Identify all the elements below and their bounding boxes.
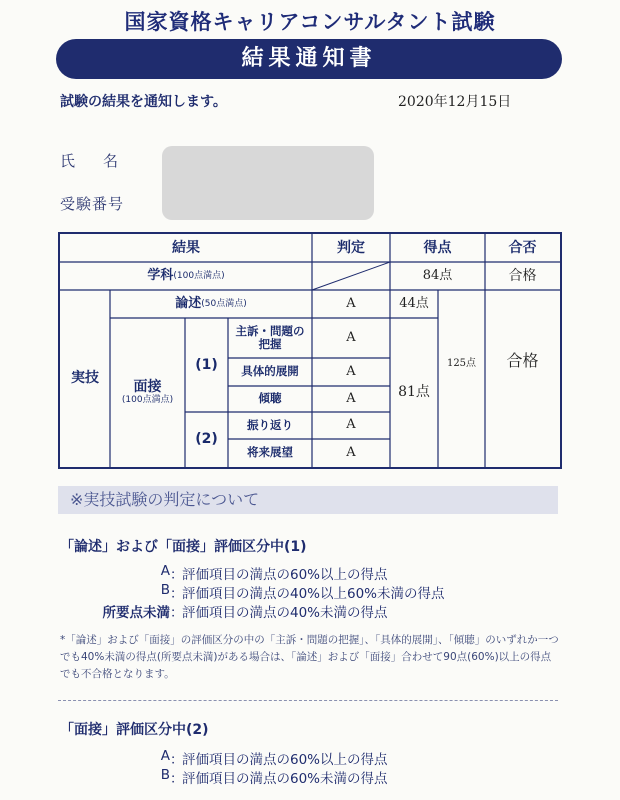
ronjutsu-score: 44点: [399, 295, 429, 311]
footnote: *「論述」および「面接」の評価区分の中の「主訴・問題の把握」、「具体的展開」、「傾聴」のいずれか一つでも40%未満の得点(所要点未満)がある場合は、「論述」および「面接」合わせて90点(60%)以上の得点でも不合格となります。: [60, 634, 559, 680]
ronjutsu-label-cell: [110, 290, 312, 318]
item-keicho-grade: A: [346, 390, 356, 406]
colon: ：: [170, 771, 184, 787]
section1-title: 「論述」および「面接」評価区分中(1): [60, 539, 307, 555]
mensetsu-label: 面接: [133, 379, 162, 396]
redacted-personal-info: [162, 146, 374, 220]
gakka-pass-fail: 合格: [508, 267, 537, 284]
colon: ：: [170, 567, 184, 583]
mensetsu-score: 81点: [398, 384, 430, 401]
section2-key-a: A: [160, 748, 170, 764]
gakka-score: 84点: [422, 267, 453, 283]
mensetsu-group-2: (2): [195, 431, 218, 448]
mensetsu-label-cell: [110, 318, 185, 467]
issue-date: 2020年12月15日: [398, 94, 512, 110]
section2-desc-a: 評価項目の満点の60%以上の得点: [182, 752, 388, 768]
mensetsu-group-1: (1): [195, 356, 218, 373]
ronjutsu-note: (50点満点): [201, 298, 247, 309]
item-gutaiteki-label: 具体的展開: [241, 364, 299, 379]
header-judgment: 判定: [337, 239, 365, 256]
section1-desc-b: 評価項目の満点の40%以上60%未満の得点: [182, 586, 445, 602]
item-shuso-grade: A: [346, 329, 356, 345]
header-result: 結果: [172, 239, 200, 256]
jitsugi-total: 125点: [446, 358, 477, 369]
section1-key-below: 所要点未満: [102, 605, 170, 621]
judgment-note-heading: ※実技試験の判定について: [58, 486, 558, 514]
mensetsu-note: (100点満点): [121, 395, 174, 406]
document-banner: 結果通知書: [56, 39, 562, 79]
item-shorai-label: 将来展望: [247, 445, 293, 460]
divider: [58, 700, 558, 701]
section2-key-b: B: [160, 767, 170, 783]
item-furikaeri-label: 振り返り: [247, 417, 293, 432]
name-label: 氏名: [60, 152, 147, 170]
gakka-note: (100点満点): [173, 270, 225, 281]
section2-desc-b: 評価項目の満点の60%未満の得点: [182, 771, 388, 787]
jitsugi-pass-fail: 合格: [506, 351, 539, 370]
ronjutsu-label: 論述: [175, 295, 202, 311]
header-score: 得点: [423, 239, 452, 256]
item-shuso-label: 主訴・問題の把握: [235, 323, 305, 351]
exam-number-label: 受験番号: [60, 195, 125, 213]
item-gutaiteki-grade: A: [346, 363, 356, 379]
item-furikaeri-grade: A: [346, 417, 356, 433]
section1-desc-a: 評価項目の満点の60%以上の得点: [182, 567, 388, 583]
section1-key-a: A: [160, 563, 170, 579]
section1-desc-below: 評価項目の満点の40%未満の得点: [182, 605, 388, 621]
section1-key-b: B: [160, 582, 170, 598]
exam-title: 国家資格キャリアコンサルタント試験: [124, 10, 496, 34]
colon: ：: [170, 605, 184, 621]
results-table: [58, 232, 562, 469]
item-shorai-grade: A: [346, 444, 356, 460]
notice-text: 試験の結果を通知します。: [60, 94, 227, 110]
jitsugi-label: 実技: [71, 370, 99, 387]
header-pass-fail: 合否: [508, 239, 537, 256]
ronjutsu-grade: A: [346, 295, 356, 311]
colon: ：: [170, 752, 184, 768]
section2-title: 「面接」評価区分中(2): [60, 722, 209, 738]
colon: ：: [170, 586, 184, 602]
gakka-label-cell: [60, 262, 312, 290]
gakka-label: 学科: [147, 267, 174, 283]
item-keicho-label: 傾聴: [258, 391, 282, 406]
